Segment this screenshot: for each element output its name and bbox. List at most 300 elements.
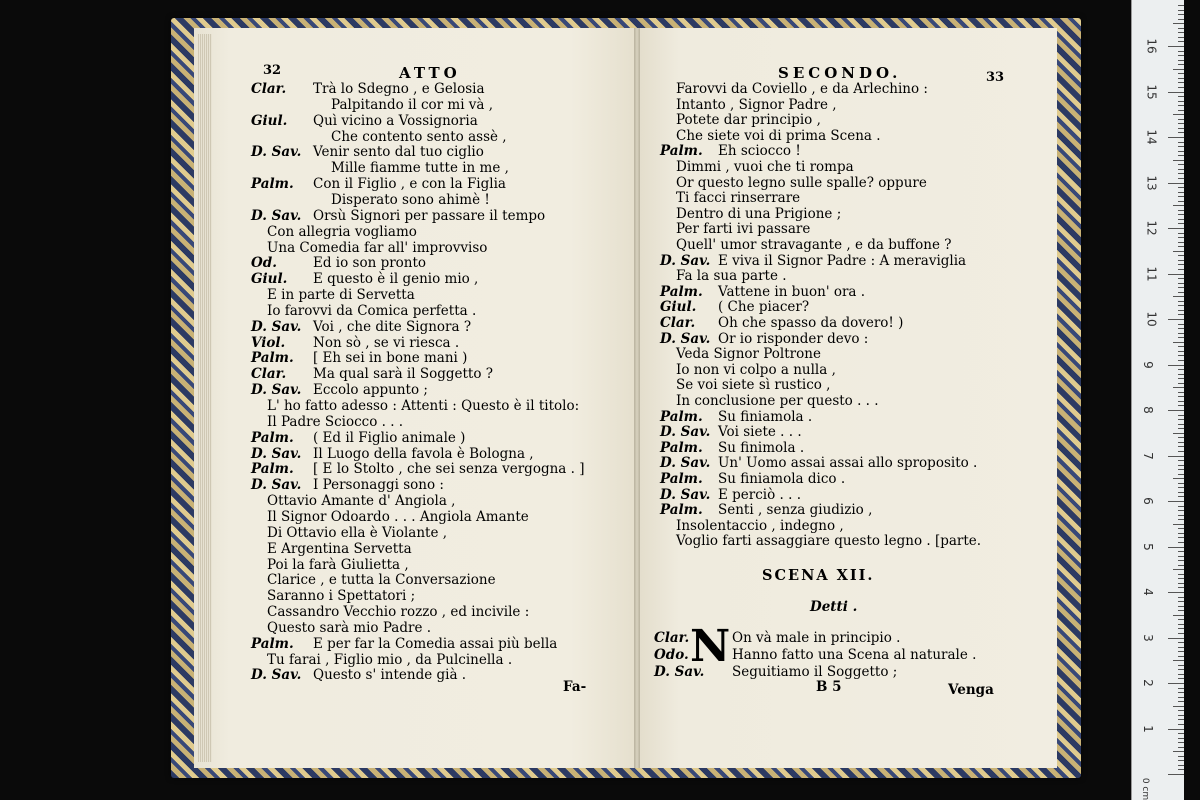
- line-text: Disperato sono ahimè !: [331, 191, 490, 208]
- ruler-tick: [1178, 369, 1184, 370]
- speaker-name: Viol.: [251, 334, 286, 351]
- ruler-number: 8: [1140, 406, 1155, 414]
- speaker-name: D. Sav.: [660, 330, 711, 347]
- speaker-name: D. Sav.: [660, 252, 711, 269]
- ruler-tick: [1173, 114, 1184, 115]
- ruler-tick: [1178, 656, 1184, 657]
- text-line: [660, 331, 868, 347]
- ruler-tick: [1178, 601, 1184, 602]
- line-text: Quell' umor stravagante , e da buffone ?: [676, 237, 952, 253]
- text-line: [267, 493, 455, 509]
- ruler-tick: [1173, 478, 1184, 479]
- text-line: [251, 461, 584, 477]
- line-text: Trà lo Sdegno , e Gelosia: [313, 81, 485, 97]
- ruler-tick: [1178, 119, 1184, 120]
- line-text: E in parte di Servetta: [267, 287, 415, 304]
- text-line: [267, 620, 431, 636]
- text-line: [676, 237, 952, 253]
- ruler-tick: [1178, 346, 1184, 347]
- text-line: [676, 112, 821, 128]
- line-text: Su finiamola .: [718, 408, 813, 425]
- text-line: [251, 255, 426, 271]
- line-text: Il Padre Sciocco . . .: [267, 413, 404, 430]
- text-line: [251, 366, 493, 382]
- line-text: ( Che piacer?: [718, 299, 810, 316]
- ruler-tick: [1178, 437, 1184, 438]
- text-line: [267, 604, 529, 620]
- text-line: [267, 541, 412, 557]
- speaker-name: Palm.: [660, 143, 703, 160]
- line-text: Eccolo appunto ;: [313, 382, 428, 399]
- line-text: Se voi siete sì rustico ,: [676, 377, 831, 394]
- right-catchword: Venga: [948, 682, 994, 698]
- line-text: Oh che spasso da dovero! ): [718, 315, 904, 331]
- text-line: [331, 97, 493, 113]
- ruler-tick: [1178, 55, 1184, 56]
- ruler-tick: [1178, 360, 1184, 361]
- ruler-tick: [1178, 269, 1184, 270]
- speaker-name: Palm.: [660, 502, 703, 519]
- line-text: On và male in principio .: [732, 630, 901, 646]
- ruler-tick: [1178, 701, 1184, 702]
- ruler-number: 3: [1140, 633, 1155, 642]
- speaker-name: D. Sav.: [660, 455, 711, 472]
- line-text: Su finiamola dico .: [718, 471, 846, 487]
- ruler-number: 6: [1140, 497, 1155, 505]
- text-line: [251, 667, 466, 683]
- line-text: In conclusione per questo . . .: [676, 393, 879, 409]
- line-text: Vattene in buon' ora .: [718, 283, 866, 300]
- line-text: Or io risponder devo :: [718, 330, 869, 347]
- text-line: [660, 315, 903, 331]
- ruler-tick: [1178, 405, 1184, 406]
- drop-cap: N: [690, 621, 731, 672]
- ruler-tick: [1178, 14, 1184, 15]
- ruler-number: 10: [1144, 311, 1159, 327]
- ruler-tick: [1178, 451, 1184, 452]
- ruler-tick: [1168, 638, 1184, 639]
- ruler-tick: [1173, 524, 1184, 525]
- ruler-tick: [1178, 474, 1184, 475]
- ruler-tick: [1178, 674, 1184, 675]
- ruler-tick: [1178, 587, 1184, 588]
- ruler-tick: [1178, 210, 1184, 211]
- text-line: [267, 588, 415, 604]
- ruler-tick: [1178, 756, 1184, 757]
- ruler-number: 15: [1144, 83, 1159, 100]
- speaker-name: D. Sav.: [251, 207, 302, 224]
- line-text: Fa la sua parte .: [676, 268, 787, 285]
- line-text: Intanto , Signor Padre ,: [676, 96, 837, 113]
- ruler-tick: [1178, 733, 1184, 734]
- ruler-tick: [1178, 73, 1184, 74]
- ruler-tick: [1178, 324, 1184, 325]
- text-line: [267, 240, 487, 256]
- ruler-tick: [1168, 365, 1184, 366]
- left-page-number: 32: [263, 63, 282, 78]
- ruler-number: 4: [1140, 588, 1155, 596]
- ruler-tick: [1178, 633, 1184, 634]
- speaker-name: Palm.: [660, 283, 703, 300]
- text-line: [676, 221, 810, 237]
- ruler-tick: [1173, 251, 1184, 252]
- ruler-tick: [1178, 710, 1184, 711]
- ruler-tick: [1178, 337, 1184, 338]
- line-text: E perciò . . .: [718, 486, 801, 503]
- ruler-tick: [1178, 396, 1184, 397]
- line-text: Clarice , e tutta la Conversazione: [267, 572, 496, 589]
- ruler-number: 12: [1144, 220, 1159, 236]
- ruler-tick: [1178, 769, 1184, 770]
- ruler-tick: [1178, 692, 1184, 693]
- ruler-tick: [1178, 278, 1184, 279]
- ruler-tick: [1178, 760, 1184, 761]
- ruler-tick: [1178, 242, 1184, 243]
- ruler-tick: [1178, 428, 1184, 429]
- ruler-number: 9: [1140, 360, 1155, 369]
- ruler-tick: [1173, 69, 1184, 70]
- ruler-tick: [1178, 392, 1184, 393]
- line-text: Io non vi colpo a nulla ,: [676, 361, 836, 378]
- line-text: Orsù Signori per passare il tempo: [313, 207, 546, 224]
- ruler-tick: [1178, 642, 1184, 643]
- left-running-head: ATTO: [399, 64, 461, 82]
- ruler-tick: [1178, 551, 1184, 552]
- ruler-number: 14: [1144, 129, 1159, 145]
- signature-mark: B 5: [816, 679, 842, 695]
- speaker-name: D. Sav.: [251, 477, 302, 494]
- ruler-tick: [1168, 92, 1184, 93]
- speaker-name: D. Sav.: [251, 318, 302, 335]
- ruler-tick: [1178, 87, 1184, 88]
- ruler-tick: [1173, 569, 1184, 570]
- ruler-tick: [1173, 615, 1184, 616]
- ruler-tick: [1178, 19, 1184, 20]
- ruler-tick: [1178, 401, 1184, 402]
- ruler-tick: [1178, 533, 1184, 534]
- line-text: Veda Signor Poltrone: [676, 346, 821, 363]
- ruler-tick: [1178, 383, 1184, 384]
- text-line: [267, 224, 417, 240]
- text-line: [660, 455, 977, 471]
- text-line: [660, 440, 804, 456]
- ruler-tick: [1178, 51, 1184, 52]
- ruler-tick: [1173, 433, 1184, 434]
- ruler-tick: [1178, 333, 1184, 334]
- left-catchword: Fa-: [563, 679, 587, 695]
- ruler-tick: [1178, 287, 1184, 288]
- ruler-tick: [1178, 424, 1184, 425]
- text-line: [676, 159, 854, 175]
- text-line: [251, 477, 444, 493]
- ruler-tick: [1178, 132, 1184, 133]
- ruler-tick: [1178, 738, 1184, 739]
- ruler-tick: [1173, 160, 1184, 161]
- ruler-tick: [1178, 223, 1184, 224]
- line-text: Voi , che dite Signora ?: [313, 318, 472, 335]
- line-text: Questo sarà mio Padre .: [267, 619, 432, 636]
- ruler-tick: [1178, 201, 1184, 202]
- ruler-tick: [1178, 214, 1184, 215]
- text-line: [676, 518, 844, 534]
- speaker-name: Clar.: [251, 81, 287, 97]
- line-text: Mille fiamme tutte in me ,: [331, 160, 509, 177]
- text-line: [654, 630, 900, 646]
- ruler-tick: [1178, 496, 1184, 497]
- ruler-tick: [1178, 574, 1184, 575]
- speaker-name: Palm.: [251, 176, 294, 193]
- line-text: Saranno i Spettatori ;: [267, 588, 416, 605]
- text-line: [660, 253, 966, 269]
- text-line: [267, 398, 579, 414]
- ruler-tick: [1173, 387, 1184, 388]
- speaker-name: Palm.: [660, 439, 703, 456]
- ruler-tick: [1178, 651, 1184, 652]
- ruler-tick: [1178, 606, 1184, 607]
- line-text: E questo è il genio mio ,: [313, 271, 479, 288]
- line-text: E viva il Signor Padre : A meraviglia: [718, 252, 967, 269]
- ruler-tick: [1178, 196, 1184, 197]
- ruler-tick: [1178, 697, 1184, 698]
- ruler-tick: [1168, 683, 1184, 684]
- ruler-tick: [1178, 78, 1184, 79]
- line-text: Cassandro Vecchio rozzo , ed incivile :: [267, 604, 530, 621]
- line-text: Che siete voi di prima Scena .: [676, 127, 881, 144]
- line-text: Che contento sento assè ,: [331, 128, 507, 145]
- ruler-tick: [1178, 142, 1184, 143]
- line-text: Tu farai , Figlio mio , da Pulcinella .: [267, 651, 513, 668]
- line-text: Dentro di una Prigione ;: [676, 205, 842, 222]
- text-line: [660, 502, 872, 518]
- text-line: [267, 525, 447, 541]
- speaker-name: Odo.: [654, 647, 689, 663]
- line-text: Un' Uomo assai assai allo sproposito .: [718, 455, 978, 472]
- line-text: Palpitando il cor mi và ,: [331, 96, 494, 113]
- text-line: [251, 446, 534, 462]
- ruler-tick: [1178, 460, 1184, 461]
- text-line: [251, 382, 428, 398]
- ruler-tick: [1178, 715, 1184, 716]
- ruler-unit-label: 0 cm: [1140, 777, 1151, 800]
- stage-direction: Detti .: [810, 599, 858, 615]
- line-text: Poi la farà Giulietta ,: [267, 556, 409, 573]
- ruler-tick: [1173, 205, 1184, 206]
- ruler-tick: [1168, 592, 1184, 593]
- text-line: [676, 81, 928, 97]
- ruler-tick: [1168, 729, 1184, 730]
- speaker-name: Palm.: [660, 408, 703, 425]
- ruler-tick: [1168, 137, 1184, 138]
- ruler-tick: [1178, 515, 1184, 516]
- ruler-tick: [1178, 742, 1184, 743]
- text-line: [251, 113, 478, 129]
- ruler-tick: [1178, 556, 1184, 557]
- line-text: Ed io son pronto: [313, 255, 427, 272]
- text-line: [251, 430, 465, 446]
- ruler-tick: [1178, 314, 1184, 315]
- line-text: Potete dar principio ,: [676, 112, 821, 129]
- right-running-head: SECONDO.: [778, 64, 902, 82]
- ruler-tick: [1178, 173, 1184, 174]
- line-text: Venir sento dal tuo ciglio: [313, 144, 484, 161]
- text-line: [660, 487, 801, 503]
- ruler-tick: [1178, 255, 1184, 256]
- line-text: Con il Figlio , e con la Figlia: [313, 176, 506, 193]
- ruler-tick: [1178, 465, 1184, 466]
- ruler-tick: [1168, 501, 1184, 502]
- page-edges: [198, 34, 212, 762]
- ruler-tick: [1178, 419, 1184, 420]
- line-text: Senti , senza giudizio ,: [718, 502, 873, 519]
- ruler-tick: [1178, 128, 1184, 129]
- speaker-name: Od.: [251, 255, 277, 272]
- ruler-tick: [1178, 146, 1184, 147]
- speaker-name: Palm.: [660, 471, 703, 487]
- text-line: [251, 636, 557, 652]
- ruler-tick: [1178, 628, 1184, 629]
- ruler-tick: [1178, 578, 1184, 579]
- ruler-tick: [1178, 246, 1184, 247]
- ruler-tick: [1178, 187, 1184, 188]
- ruler-tick: [1178, 10, 1184, 11]
- ruler-tick: [1178, 688, 1184, 689]
- ruler-tick: [1178, 665, 1184, 666]
- text-line: [251, 144, 484, 160]
- ruler-tick: [1178, 719, 1184, 720]
- ruler-number: 13: [1144, 174, 1159, 191]
- speaker-name: Palm.: [251, 461, 294, 478]
- ruler-tick: [1178, 328, 1184, 329]
- line-text: L' ho fatto adesso : Attenti : Questo è il titolo:: [267, 398, 580, 414]
- line-text: Con allegria vogliamo: [267, 223, 417, 240]
- text-line: [331, 160, 509, 176]
- text-line: [331, 192, 490, 208]
- text-line: [267, 509, 529, 525]
- text-line: [267, 557, 409, 573]
- text-line: [654, 647, 976, 663]
- speaker-name: D. Sav.: [251, 382, 302, 399]
- ruler-tick: [1178, 301, 1184, 302]
- text-line: [676, 268, 787, 284]
- ruler-number: 5: [1140, 542, 1155, 551]
- ruler-tick: [1178, 305, 1184, 306]
- speaker-name: Palm.: [251, 350, 294, 367]
- ruler-tick: [1178, 60, 1184, 61]
- line-text: Ti facci rinserrare: [676, 190, 801, 207]
- line-text: Io farovvi da Comica perfetta .: [267, 302, 477, 319]
- text-line: [676, 97, 837, 113]
- ruler-tick: [1178, 510, 1184, 511]
- ruler-number: 16: [1144, 38, 1159, 54]
- ruler-tick: [1178, 260, 1184, 261]
- line-text: Non sò , se vi riesca .: [313, 334, 460, 351]
- ruler-tick: [1168, 274, 1184, 275]
- speaker-name: Clar.: [660, 315, 696, 331]
- ruler-tick: [1178, 41, 1184, 42]
- ruler-tick: [1178, 123, 1184, 124]
- line-text: Or questo legno sulle spalle? oppure: [676, 174, 927, 191]
- ruler-tick: [1178, 101, 1184, 102]
- ruler-tick: [1178, 32, 1184, 33]
- text-line: [660, 409, 812, 425]
- line-text: Hanno fatto una Scena al naturale .: [732, 647, 977, 663]
- text-line: [660, 143, 801, 159]
- ruler-tick: [1173, 342, 1184, 343]
- speaker-name: D. Sav.: [660, 424, 711, 441]
- ruler-tick: [1178, 192, 1184, 193]
- text-line: [251, 271, 478, 287]
- text-line: [676, 128, 881, 144]
- text-line: [676, 362, 836, 378]
- ruler-number: 7: [1140, 451, 1155, 460]
- line-text: Il Luogo della favola è Bologna ,: [313, 445, 534, 462]
- ruler-tick: [1168, 46, 1184, 47]
- ruler-tick: [1178, 310, 1184, 311]
- text-line: [251, 81, 485, 97]
- speaker-name: D. Sav.: [251, 445, 302, 462]
- ruler-tick: [1178, 355, 1184, 356]
- ruler-tick: [1178, 492, 1184, 493]
- ruler-tick: [1178, 678, 1184, 679]
- line-text: Per farti ivi passare: [676, 221, 811, 238]
- ruler-tick: [1173, 751, 1184, 752]
- ruler-tick: [1178, 519, 1184, 520]
- speaker-name: Giul.: [251, 112, 288, 129]
- line-text: Voi siete . . .: [718, 424, 802, 441]
- ruler-tick: [1173, 296, 1184, 297]
- text-line: [676, 175, 927, 191]
- ruler-tick: [1168, 183, 1184, 184]
- ruler-tick: [1178, 765, 1184, 766]
- ruler-tick: [1173, 23, 1184, 24]
- ruler-number: 2: [1140, 679, 1155, 687]
- ruler-tick: [1168, 319, 1184, 320]
- ruler-tick: [1178, 487, 1184, 488]
- ruler-tick: [1173, 706, 1184, 707]
- ruler-tick: [1178, 669, 1184, 670]
- ruler-tick: [1178, 155, 1184, 156]
- speaker-name: Giul.: [251, 271, 288, 288]
- ruler-tick: [1178, 233, 1184, 234]
- ruler-tick: [1178, 164, 1184, 165]
- ruler-tick: [1178, 537, 1184, 538]
- line-text: [ E lo Stolto , che sei senza vergogna . ]: [313, 461, 585, 478]
- line-text: ( Ed il Figlio animale ): [313, 429, 466, 446]
- text-line: [251, 319, 471, 335]
- line-text: E Argentina Servetta: [267, 540, 412, 557]
- text-line: [251, 176, 506, 192]
- speaker-name: D. Sav.: [251, 667, 302, 684]
- text-line: [660, 299, 809, 315]
- line-text: Il Signor Odoardo . . . Angiola Amante: [267, 508, 529, 525]
- text-line: [251, 350, 467, 366]
- line-text: I Personaggi sono :: [313, 477, 444, 494]
- line-text: Su finimola .: [718, 439, 805, 456]
- text-line: [660, 284, 865, 300]
- ruler-tick: [1178, 506, 1184, 507]
- line-text: Farovvi da Coviello , e da Arlechino :: [676, 81, 928, 97]
- ruler-tick: [1178, 169, 1184, 170]
- text-line: [331, 129, 507, 145]
- line-text: Ma qual sarà il Soggetto ?: [313, 366, 494, 383]
- measuring-ruler: [1131, 0, 1184, 800]
- text-line: [267, 652, 512, 668]
- speaker-name: Giul.: [660, 299, 697, 316]
- ruler-tick: [1178, 96, 1184, 97]
- line-text: Questo s' intende già .: [313, 667, 467, 684]
- book-gutter: [634, 28, 640, 768]
- ruler-tick: [1178, 647, 1184, 648]
